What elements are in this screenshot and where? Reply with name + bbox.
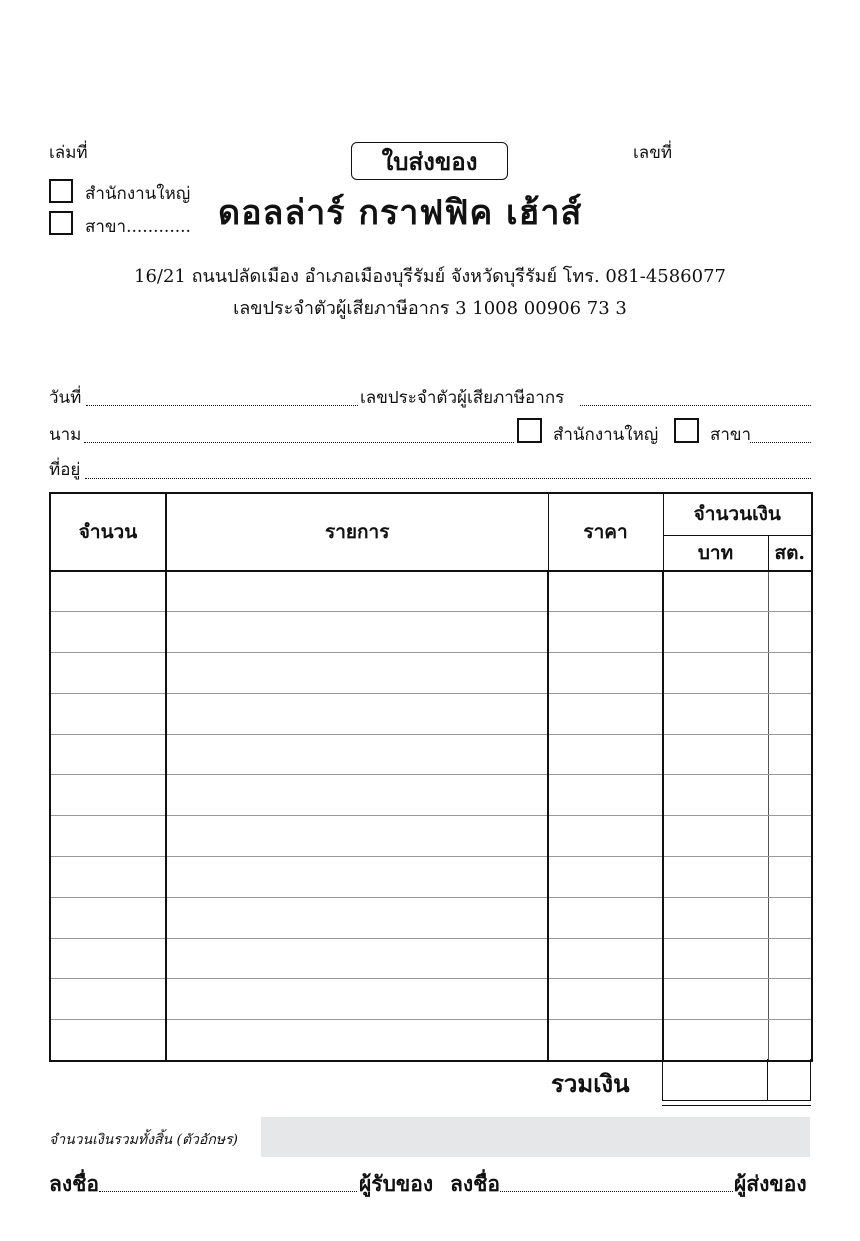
cell-quantity[interactable] — [50, 693, 166, 734]
cell-quantity[interactable] — [50, 979, 166, 1020]
cell-price[interactable] — [548, 775, 663, 816]
branch-checkbox[interactable] — [49, 211, 73, 235]
table-row[interactable] — [50, 734, 812, 775]
name-label: นาม — [49, 425, 82, 445]
document-number-label: เลขที่ — [633, 143, 673, 163]
table-row[interactable] — [50, 693, 812, 734]
customer-tax-id-label: เลขประจำตัวผู้เสียภาษีอากร — [360, 388, 565, 408]
column-header-price: ราคา — [548, 493, 663, 571]
branch-label: สาขา............ — [85, 217, 191, 237]
cell-baht[interactable] — [663, 816, 768, 857]
total-divider — [767, 1059, 768, 1100]
cell-price[interactable] — [548, 612, 663, 653]
cell-baht[interactable] — [663, 571, 768, 612]
cell-price[interactable] — [548, 571, 663, 612]
book-number-label: เล่มที่ — [49, 143, 88, 163]
head-office-checkbox[interactable] — [49, 179, 73, 203]
cell-item[interactable] — [166, 653, 548, 694]
cell-satang[interactable] — [768, 979, 812, 1020]
receiver-label: ผู้รับของ — [359, 1172, 434, 1196]
column-header-quantity: จำนวน — [50, 493, 166, 571]
column-header-satang: สต. — [768, 535, 812, 571]
sender-label: ผู้ส่งของ — [734, 1172, 807, 1196]
cell-satang[interactable] — [768, 653, 812, 694]
table-row[interactable] — [50, 1020, 812, 1061]
receiver-sign-line[interactable] — [99, 1191, 357, 1192]
cell-quantity[interactable] — [50, 938, 166, 979]
cell-price[interactable] — [548, 693, 663, 734]
cell-item[interactable] — [166, 857, 548, 898]
cell-satang[interactable] — [768, 775, 812, 816]
column-header-amount: จำนวนเงิน — [663, 493, 812, 535]
cell-baht[interactable] — [663, 653, 768, 694]
table-row[interactable] — [50, 653, 812, 694]
cell-satang[interactable] — [768, 938, 812, 979]
total-amount-box[interactable] — [662, 1059, 811, 1101]
cell-baht[interactable] — [663, 693, 768, 734]
amount-in-words-field[interactable] — [261, 1117, 810, 1157]
company-tax-id: เลขประจำตัวผู้เสียภาษีอากร 3 1008 00906 73 3 — [233, 298, 627, 319]
cell-item[interactable] — [166, 938, 548, 979]
cell-satang[interactable] — [768, 857, 812, 898]
column-header-baht: บาท — [663, 535, 768, 571]
cell-baht[interactable] — [663, 612, 768, 653]
total-label: รวมเงิน — [551, 1070, 630, 1098]
customer-branch-checkbox[interactable] — [674, 418, 699, 443]
cell-baht[interactable] — [663, 775, 768, 816]
cell-item[interactable] — [166, 734, 548, 775]
cell-price[interactable] — [548, 734, 663, 775]
head-office-label: สำนักงานใหญ่ — [85, 184, 191, 204]
sender-sign-label: ลงชื่อ — [450, 1172, 500, 1196]
document-title: ใบส่งของ — [351, 142, 508, 180]
date-field[interactable] — [86, 405, 358, 406]
cell-baht[interactable] — [663, 979, 768, 1020]
cell-item[interactable] — [166, 1020, 548, 1061]
address-label: ที่อยู่ — [49, 460, 81, 480]
cell-quantity[interactable] — [50, 612, 166, 653]
company-name: ดอลล่าร์ กราฟฟิค เฮ้าส์ — [218, 193, 583, 233]
date-label: วันที่ — [49, 388, 82, 408]
cell-satang[interactable] — [768, 693, 812, 734]
cell-price[interactable] — [548, 979, 663, 1020]
name-field[interactable] — [84, 442, 514, 443]
table-row[interactable] — [50, 571, 812, 612]
cell-item[interactable] — [166, 775, 548, 816]
customer-branch-label: สาขา — [710, 425, 752, 445]
cell-baht[interactable] — [663, 1020, 768, 1061]
cell-satang[interactable] — [768, 816, 812, 857]
cell-quantity[interactable] — [50, 857, 166, 898]
cell-satang[interactable] — [768, 571, 812, 612]
column-header-item: รายการ — [166, 493, 548, 571]
customer-tax-id-field[interactable] — [580, 405, 811, 406]
cell-price[interactable] — [548, 897, 663, 938]
cell-item[interactable] — [166, 816, 548, 857]
cell-item[interactable] — [166, 693, 548, 734]
cell-baht[interactable] — [663, 734, 768, 775]
cell-item[interactable] — [166, 979, 548, 1020]
table-row[interactable] — [50, 897, 812, 938]
cell-quantity[interactable] — [50, 897, 166, 938]
sender-sign-line[interactable] — [500, 1191, 733, 1192]
cell-baht[interactable] — [663, 857, 768, 898]
customer-head-office-checkbox[interactable] — [517, 418, 542, 443]
cell-price[interactable] — [548, 938, 663, 979]
cell-quantity[interactable] — [50, 653, 166, 694]
cell-satang[interactable] — [768, 897, 812, 938]
cell-quantity[interactable] — [50, 1020, 166, 1061]
receiver-sign-label: ลงชื่อ — [49, 1172, 99, 1196]
table-row[interactable] — [50, 816, 812, 857]
cell-price[interactable] — [548, 857, 663, 898]
table-row[interactable] — [50, 857, 812, 898]
table-row[interactable] — [50, 938, 812, 979]
company-address: 16/21 ถนนปลัดเมือง อำเภอเมืองบุรีรัมย์ จังหวัดบุรีรัมย์ โทร. 081-4586077 — [134, 266, 726, 287]
amount-in-words-label: จำนวนเงินรวมทั้งสิ้น (ตัวอักษร) — [49, 1132, 239, 1148]
total-double-underline — [662, 1105, 811, 1106]
cell-quantity[interactable] — [50, 775, 166, 816]
cell-item[interactable] — [166, 612, 548, 653]
items-table — [49, 492, 813, 1062]
cell-quantity[interactable] — [50, 571, 166, 612]
table-row[interactable] — [50, 775, 812, 816]
cell-price[interactable] — [548, 1020, 663, 1061]
table-row[interactable] — [50, 979, 812, 1020]
cell-item[interactable] — [166, 571, 548, 612]
customer-branch-field[interactable] — [750, 442, 811, 443]
cell-quantity[interactable] — [50, 816, 166, 857]
cell-price[interactable] — [548, 816, 663, 857]
cell-satang[interactable] — [768, 612, 812, 653]
address-field[interactable] — [85, 478, 811, 479]
cell-baht[interactable] — [663, 897, 768, 938]
customer-head-office-label: สำนักงานใหญ่ — [553, 425, 659, 445]
cell-satang[interactable] — [768, 734, 812, 775]
cell-price[interactable] — [548, 653, 663, 694]
cell-satang[interactable] — [768, 1020, 812, 1061]
cell-item[interactable] — [166, 897, 548, 938]
cell-baht[interactable] — [663, 938, 768, 979]
cell-quantity[interactable] — [50, 734, 166, 775]
table-row[interactable] — [50, 612, 812, 653]
